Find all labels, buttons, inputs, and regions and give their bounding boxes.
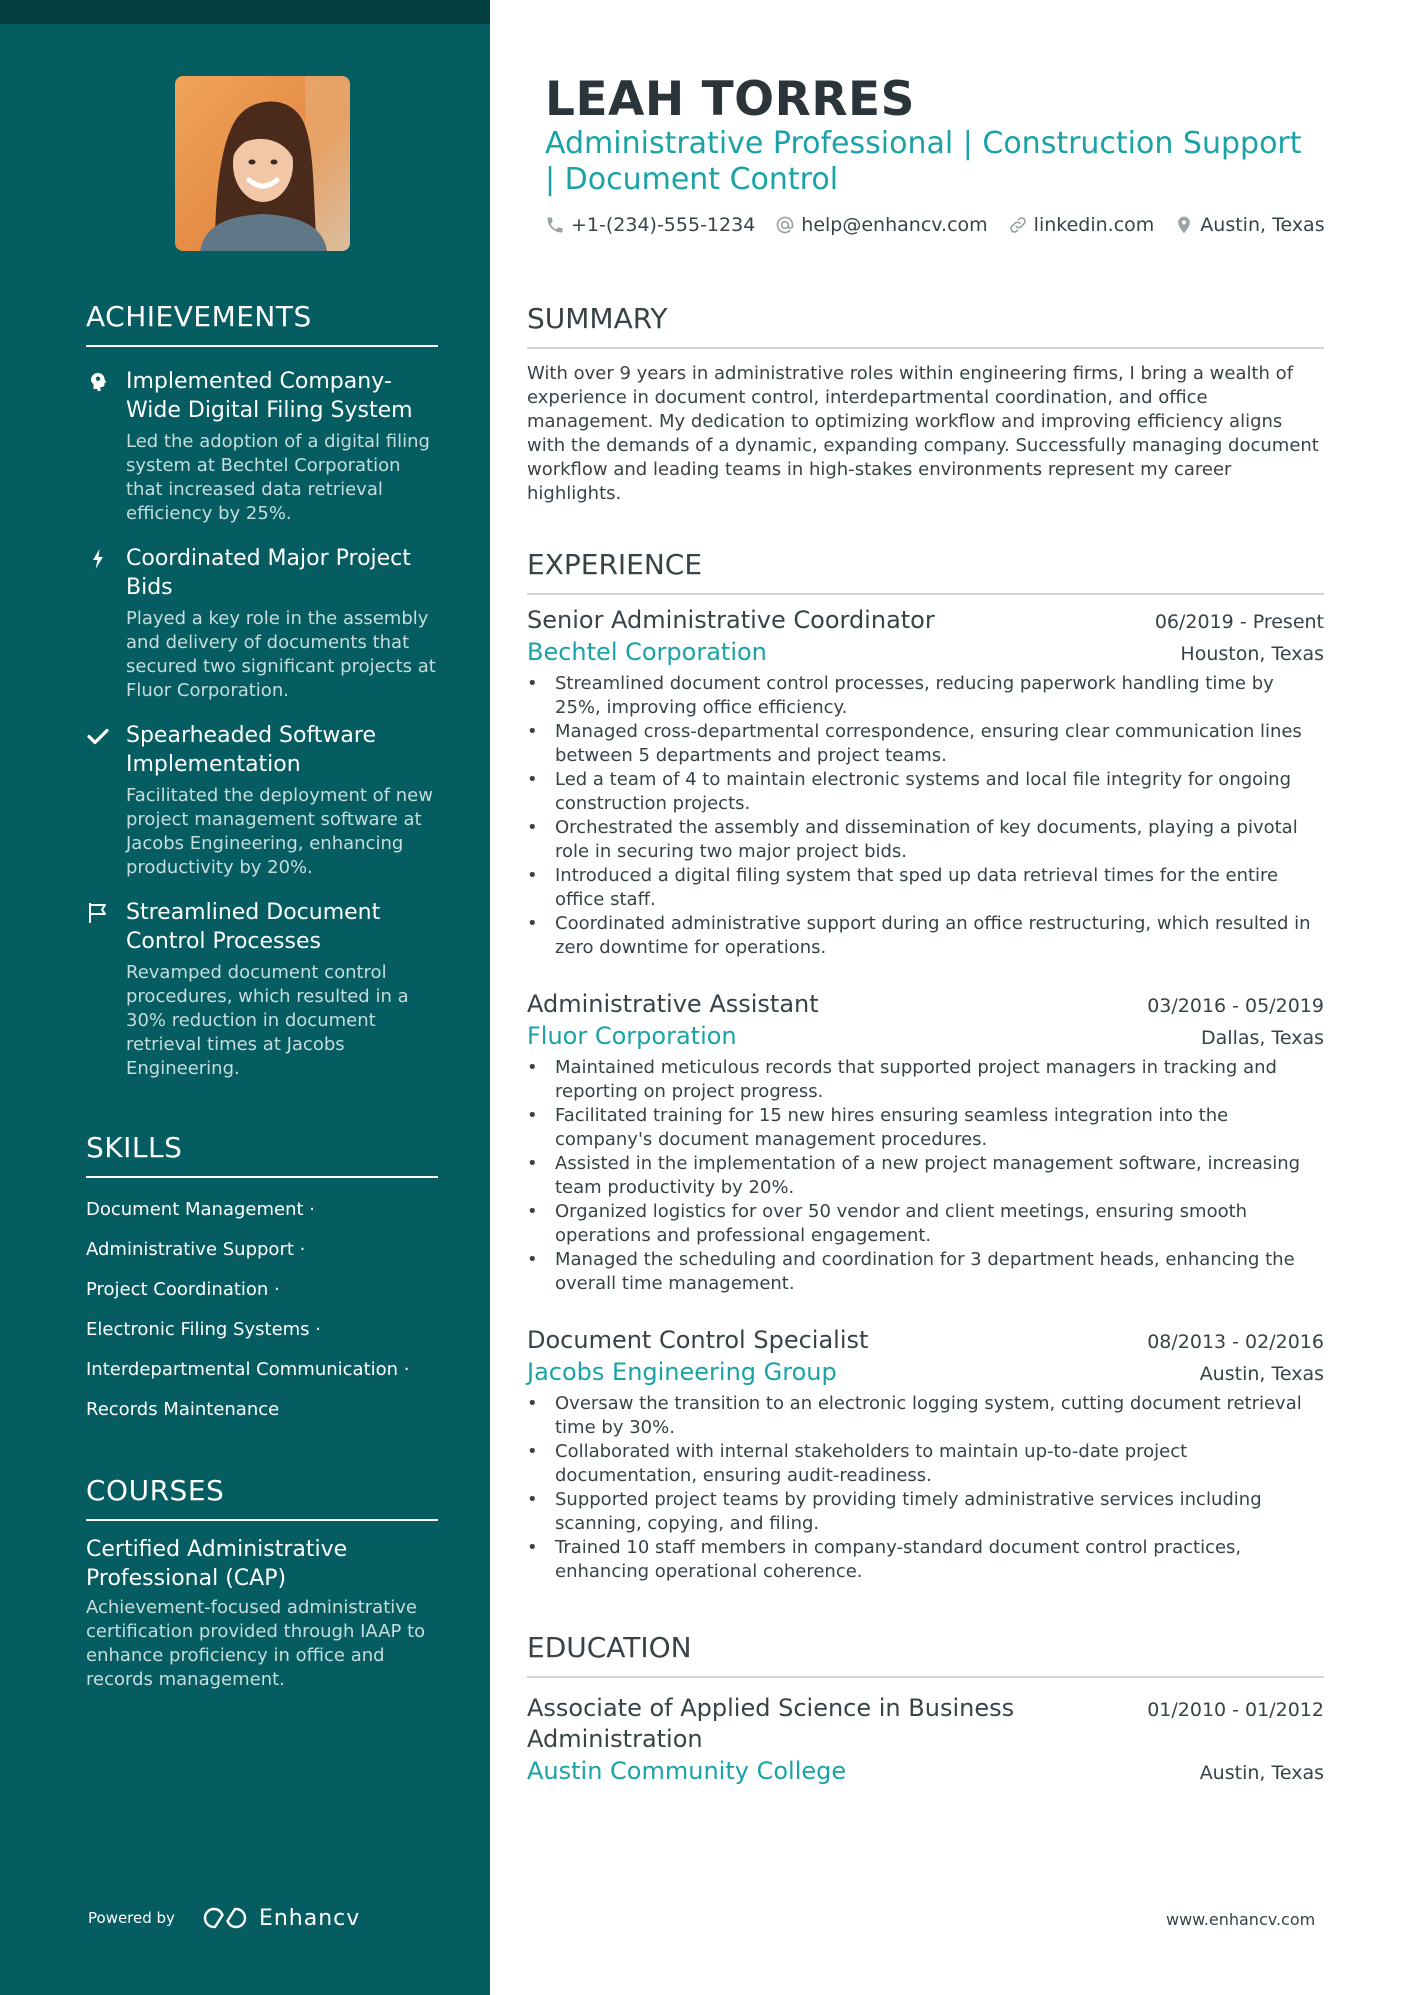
achievement-title: Spearheaded Software Implementation <box>126 723 377 777</box>
achievement-item <box>86 367 438 526</box>
powered-by <box>88 1904 360 1932</box>
bullet-item: • Managed the scheduling and coordination for 3 department heads, enhancing the overall time management. <box>527 1248 1324 1296</box>
sidebar <box>0 0 490 1995</box>
enhancv-logo-icon <box>201 1904 249 1932</box>
skill-item: Electronic Filing Systems · <box>86 1319 321 1340</box>
bullet-item: • Assisted in the implementation of a new project management software, increasing team productivity by 20%. <box>527 1152 1324 1200</box>
achievements-heading: ACHIEVEMENTS <box>86 300 438 347</box>
bullet-item: • Orchestrated the assembly and dissemination of key documents, playing a pivotal role in securing two major project bids. <box>527 816 1324 864</box>
job-company: Jacobs Engineering Group <box>527 1358 837 1386</box>
location-text: Austin, Texas <box>1200 214 1325 236</box>
phone-icon <box>545 215 565 235</box>
bullet-item: • Supported project teams by providing timely administrative services including scanning, copying, and filing. <box>527 1488 1324 1536</box>
skill-item: Records Maintenance <box>86 1399 280 1420</box>
course-description: Achievement-focused administrative certification provided through IAAP to enhance proficiency in office and records management. <box>86 1597 426 1690</box>
link-icon <box>1008 215 1028 235</box>
achievement-description: Played a key role in the assembly and delivery of documents that secured two significant projects at Fluor Corporation. <box>126 608 436 701</box>
footer-website[interactable]: www.enhancv.com <box>1166 1910 1316 1929</box>
education-location: Austin, Texas <box>1199 1762 1324 1784</box>
check-icon <box>86 724 110 748</box>
skill-item: Document Management · <box>86 1199 315 1220</box>
bullet-item: • Coordinated administrative support during an office restructuring, which resulted in zero downtime for operations. <box>527 912 1324 960</box>
bullet-item: • Led a team of 4 to maintain electronic systems and local file integrity for ongoing construction projects. <box>527 768 1324 816</box>
contact-linkedin[interactable] <box>1008 214 1155 236</box>
lightning-icon <box>86 547 110 571</box>
bullet-item: • Managed cross-departmental correspondence, ensuring clear communication lines between 5 departments and project teams. <box>527 720 1324 768</box>
job-bullets <box>527 672 1324 960</box>
bullet-item: • Oversaw the transition to an electronic logging system, cutting document retrieval time by 30%. <box>527 1392 1324 1440</box>
skill-item: Administrative Support · <box>86 1239 306 1260</box>
achievement-item <box>86 721 438 880</box>
bullet-item: • Facilitated training for 15 new hires ensuring seamless integration into the company's document management procedures. <box>527 1104 1324 1152</box>
bullet-item: • Streamlined document control processes, reducing paperwork handling time by 25%, improving office efficiency. <box>527 672 1324 720</box>
summary-heading: SUMMARY <box>527 302 1324 349</box>
candidate-name: LEAH TORRES <box>545 72 915 127</box>
courses-heading: COURSES <box>86 1474 438 1521</box>
bullet-item: • Introduced a digital filing system that sped up data retrieval times for the entire office staff. <box>527 864 1324 912</box>
enhancv-brand: Enhancv <box>258 1905 361 1931</box>
contact-email[interactable] <box>775 214 987 236</box>
brain-icon <box>86 370 110 394</box>
profile-photo <box>175 76 350 251</box>
contact-location <box>1174 214 1324 236</box>
flag-icon <box>86 901 110 925</box>
degree-title: Associate of Applied Science in Business Administration <box>527 1694 1015 1753</box>
bullet-item: • Maintained meticulous records that supported project managers in tracking and reporting on project progress. <box>527 1056 1324 1104</box>
candidate-headline: Administrative Professional | Construction Support | Document Control <box>545 126 1302 197</box>
skill-item: Project Coordination · <box>86 1279 280 1300</box>
experience-heading: EXPERIENCE <box>527 548 1324 595</box>
achievement-item <box>86 898 438 1081</box>
job-date: 03/2016 - 05/2019 <box>1147 995 1324 1017</box>
achievement-title: Implemented Company-Wide Digital Filing System <box>126 369 413 423</box>
skill-item: Interdepartmental Communication · <box>86 1359 410 1380</box>
job-company: Bechtel Corporation <box>527 638 767 666</box>
at-icon <box>775 215 795 235</box>
education-entry <box>527 1693 1324 1787</box>
job-date: 08/2013 - 02/2016 <box>1147 1331 1324 1353</box>
job-bullets <box>527 1056 1324 1296</box>
phone-text: +1-(234)-555-1234 <box>571 214 756 236</box>
courses-section <box>86 1474 438 1692</box>
job-entry <box>527 604 1324 960</box>
job-location: Dallas, Texas <box>1201 1027 1324 1049</box>
achievements-section <box>86 300 438 1099</box>
skills-section <box>86 1131 438 1430</box>
school-name: Austin Community College <box>527 1757 847 1785</box>
linkedin-text: linkedin.com <box>1033 214 1155 236</box>
summary-text: With over 9 years in administrative roles within engineering firms, I bring a wealth of experience in document control, interdepartmental coordination, and office management. My dedication to optimizing workflow and improving efficiency aligns with the demands of a dynamic, expanding company. Successfully managing document workflow and leading teams in high-stakes environments represent my career highlights. <box>527 363 1319 504</box>
location-pin-icon <box>1174 215 1194 235</box>
job-title: Senior Administrative Coordinator <box>527 606 935 634</box>
job-company: Fluor Corporation <box>527 1022 737 1050</box>
skills-heading: SKILLS <box>86 1131 438 1178</box>
contact-phone <box>545 214 755 236</box>
achievement-title: Streamlined Document Control Processes <box>126 900 381 954</box>
job-entry <box>527 988 1324 1296</box>
job-date: 06/2019 - Present <box>1154 611 1324 633</box>
job-title: Administrative Assistant <box>527 990 819 1018</box>
achievement-description: Revamped document control procedures, which resulted in a 30% reduction in document retrieval times at Jacobs Engineering. <box>126 962 409 1079</box>
bullet-item: • Trained 10 staff members in company-standard document control practices, enhancing operational coherence. <box>527 1536 1324 1584</box>
email-text: help@enhancv.com <box>801 214 988 236</box>
job-bullets <box>527 1392 1324 1584</box>
education-heading: EDUCATION <box>527 1631 1324 1678</box>
achievement-description: Facilitated the deployment of new project management software at Jacobs Engineering, enhancing productivity by 20%. <box>126 785 433 878</box>
job-title: Document Control Specialist <box>527 1326 869 1354</box>
achievement-title: Coordinated Major Project Bids <box>126 546 411 600</box>
bullet-item: • Organized logistics for over 50 vendor and client meetings, ensuring smooth operations and professional engagement. <box>527 1200 1324 1248</box>
job-entry <box>527 1324 1324 1584</box>
sidebar-top-bar <box>0 0 490 24</box>
achievement-item <box>86 544 438 703</box>
job-location: Houston, Texas <box>1180 643 1324 665</box>
powered-by-label: Powered by <box>88 1909 175 1927</box>
course-title: Certified Administrative Professional (CAP) <box>86 1537 348 1591</box>
contact-bar <box>545 214 1345 236</box>
achievement-description: Led the adoption of a digital filing system at Bechtel Corporation that increased data retrieval efficiency by 25%. <box>126 431 430 524</box>
education-date: 01/2010 - 01/2012 <box>1147 1699 1324 1721</box>
job-location: Austin, Texas <box>1199 1363 1324 1385</box>
bullet-item: • Collaborated with internal stakeholders to maintain up-to-date project documentation, ensuring audit-readiness. <box>527 1440 1324 1488</box>
